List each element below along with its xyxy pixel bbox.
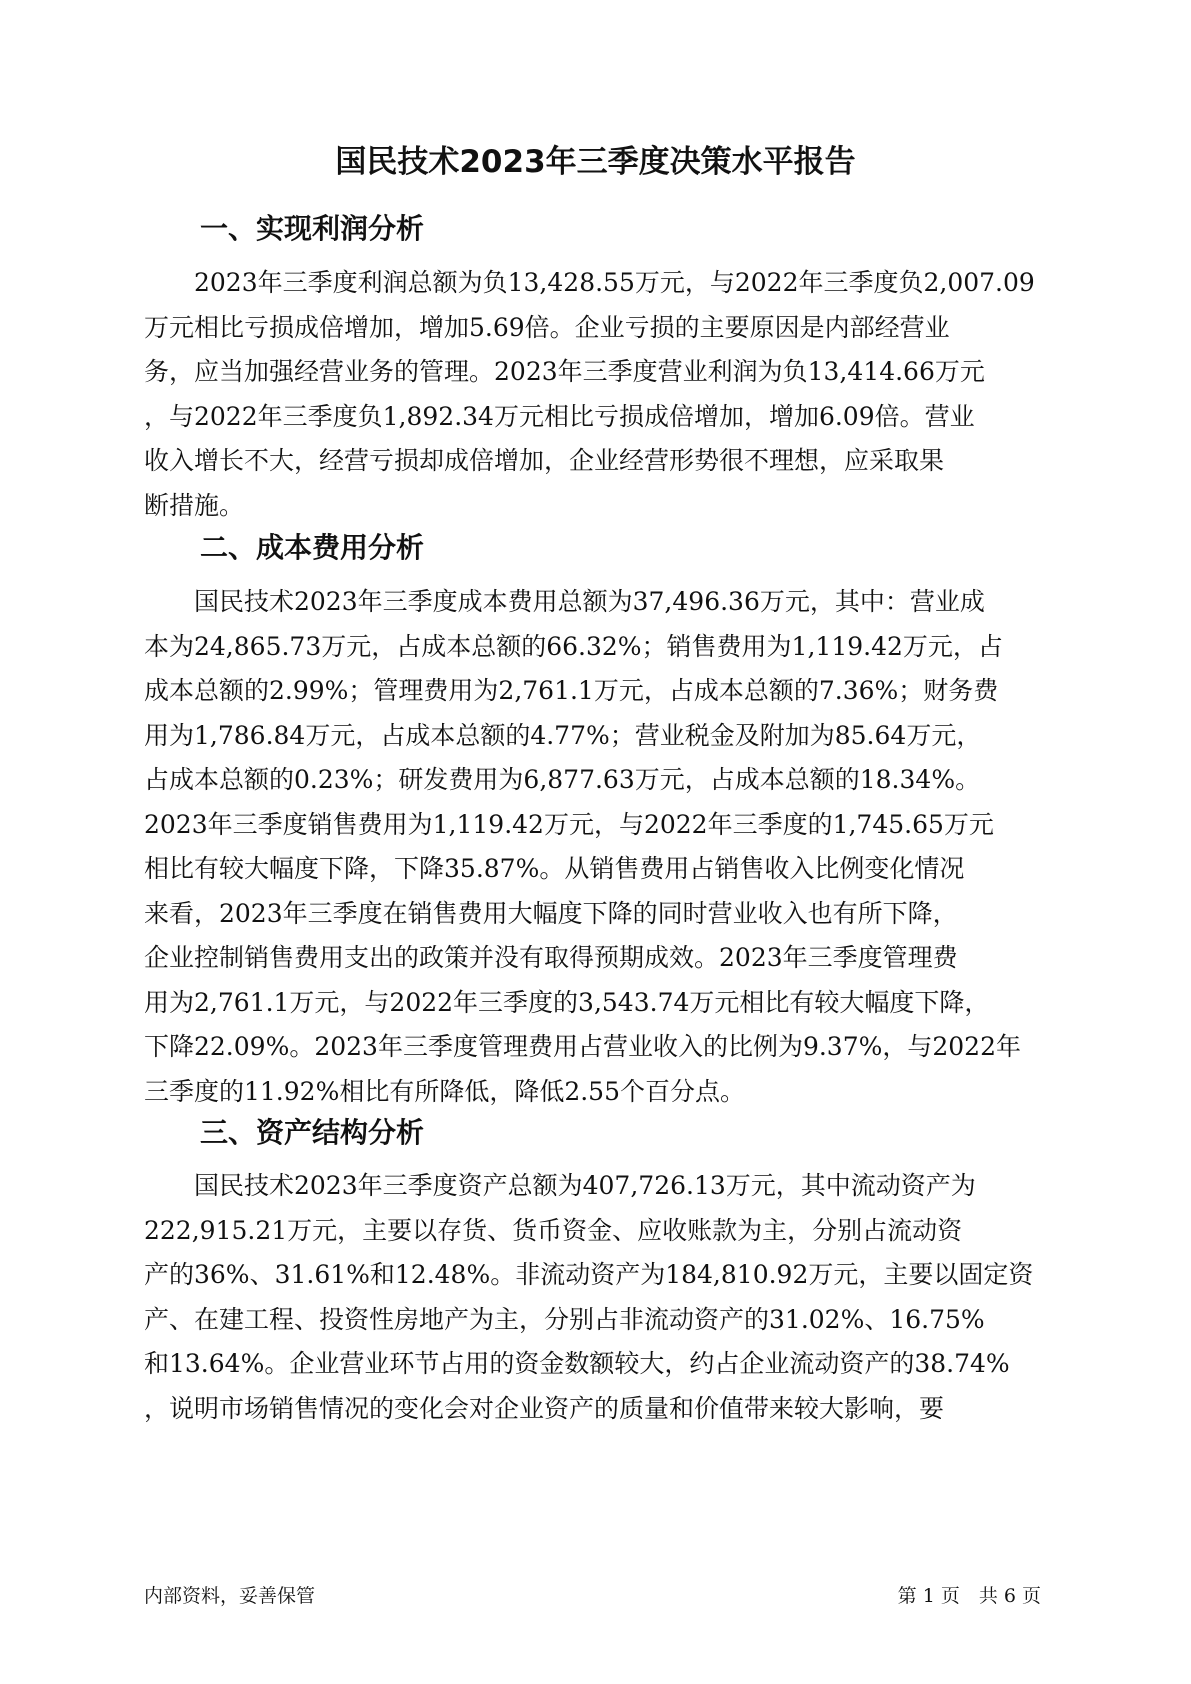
section-heading-cost: 二、成本费用分析	[200, 531, 425, 564]
section-heading-assets: 三、资产结构分析	[200, 1116, 425, 1149]
page-title: 国民技术2023年三季度决策水平报告	[335, 144, 856, 180]
paragraph-line: 企业控制销售费用支出的政策并没有取得预期成效。2023年三季度管理费	[144, 943, 958, 972]
paragraph-line: 2023年三季度利润总额为负13,428.55万元，与2022年三季度负2,007.09	[144, 268, 1035, 297]
paragraph-line: 下降22.09%。2023年三季度管理费用占营业收入的比例为9.37%，与2022年	[144, 1032, 1021, 1061]
paragraph-line: 收入增长不大，经营亏损却成倍增加，企业经营形势很不理想，应采取果	[144, 446, 945, 475]
paragraph-line: 产、在建工程、投资性房地产为主，分别占非流动资产的31.02%、16.75%	[144, 1304, 985, 1334]
paragraph-line: 相比有较大幅度下降，下降35.87%。从销售费用占销售收入比例变化情况	[144, 854, 965, 883]
paragraph-line: 断措施。	[144, 490, 245, 520]
footer-confidential-note: 内部资料，妥善保管	[144, 1585, 316, 1607]
paragraph-line: 国民技术2023年三季度资产总额为407,726.13万元，其中流动资产为	[144, 1171, 976, 1200]
paragraph-line: ，与2022年三季度负1,892.34万元相比亏损成倍增加，增加6.09倍。营业	[144, 401, 975, 431]
paragraph-line: 来看，2023年三季度在销售费用大幅度下降的同时营业收入也有所下降，	[144, 898, 958, 928]
footer-page-number: 第 1 页 共 6 页	[897, 1585, 1041, 1607]
paragraph-line: 和13.64%。企业营业环节占用的资金数额较大，约占企业流动资产的38.74%	[144, 1349, 1010, 1378]
paragraph-line: 成本总额的2.99%；管理费用为2,761.1万元，占成本总额的7.36%；财务费	[144, 676, 999, 705]
paragraph-line: 本为24,865.73万元，占成本总额的66.32%；销售费用为1,119.42万元，占	[144, 631, 1003, 661]
paragraph-line: 222,915.21万元，主要以存货、货币资金、应收账款为主，分别占流动资	[144, 1215, 963, 1245]
section-heading-profit: 一、实现利润分析	[200, 212, 425, 245]
paragraph-line: 三季度的11.92%相比有所降低，降低2.55个百分点。	[144, 1076, 745, 1106]
paragraph-line: 产的36%、31.61%和12.48%。非流动资产为184,810.92万元，主要以固定资	[144, 1260, 1034, 1289]
paragraph-line: 占成本总额的0.23%；研发费用为6,877.63万元，占成本总额的18.34%。	[144, 765, 981, 794]
paragraph-line: 用为2,761.1万元，与2022年三季度的3,543.74万元相比有较大幅度下降，	[144, 987, 990, 1017]
paragraph-line: 国民技术2023年三季度成本费用总额为37,496.36万元，其中：营业成	[144, 587, 985, 616]
section-body-profit	[144, 261, 1074, 528]
paragraph-line: 务，应当加强经营业务的管理。2023年三季度营业利润为负13,414.66万元	[144, 357, 985, 386]
section-body-assets	[144, 1164, 1074, 1431]
paragraph-line: ，说明市场销售情况的变化会对企业资产的质量和价值带来较大影响，要	[144, 1393, 945, 1423]
paragraph-line: 用为1,786.84万元，占成本总额的4.77%；营业税金及附加为85.64万元，	[144, 720, 982, 750]
paragraph-line: 2023年三季度销售费用为1,119.42万元，与2022年三季度的1,745.65万元	[144, 809, 994, 839]
section-body-cost	[144, 580, 1074, 1114]
paragraph-line: 万元相比亏损成倍增加，增加5.69倍。企业亏损的主要原因是内部经营业	[144, 312, 950, 342]
